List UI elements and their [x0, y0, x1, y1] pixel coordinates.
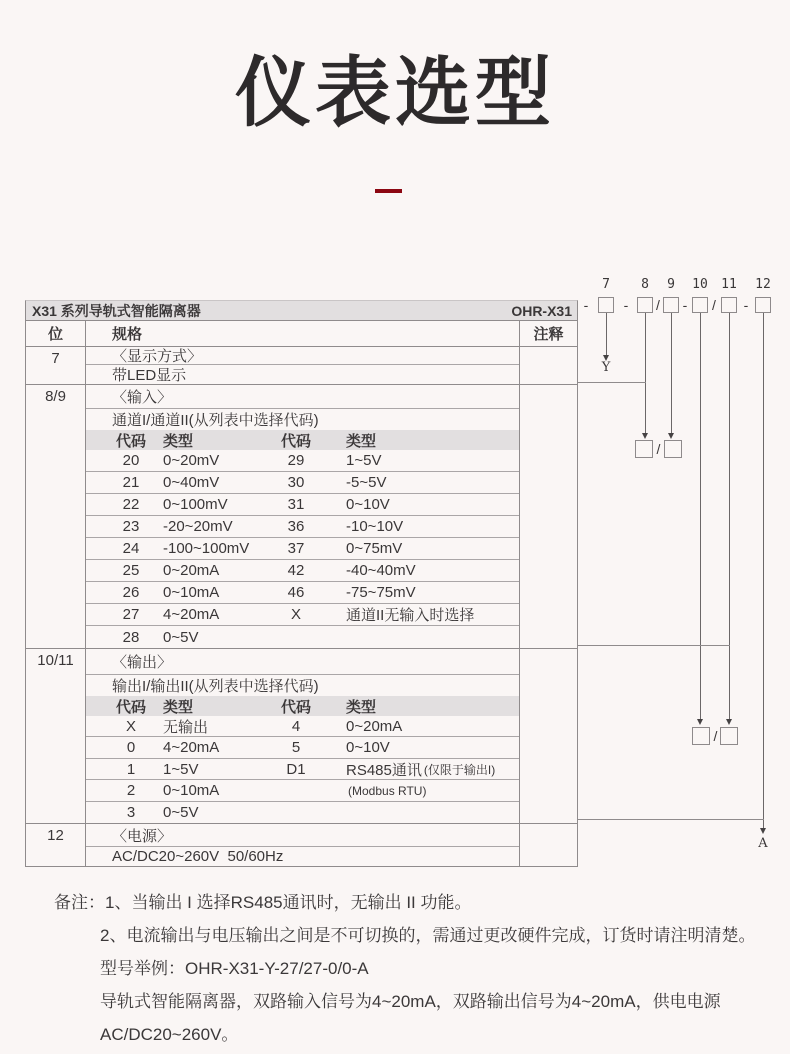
input-col-type2: 类型	[346, 432, 377, 450]
section-power-note	[520, 824, 577, 866]
type-note-small: (仅限于输出I)	[423, 762, 496, 777]
input-code-row	[86, 582, 519, 604]
input-subtitle: 通道I/通道II(从列表中选择代码)	[112, 412, 319, 429]
model-digit-box-10	[692, 297, 708, 313]
output-title: 〈输出〉	[86, 649, 519, 675]
code-cell: 3	[126, 804, 136, 821]
type-cell: 0~20mV	[163, 452, 220, 469]
display-code-y: Y	[601, 360, 611, 375]
type-cell: 0~10mA	[163, 584, 220, 601]
input-code-row	[86, 538, 519, 560]
input-code-row	[86, 472, 519, 494]
section-output-pos: 10/11	[26, 649, 86, 823]
leader-line-8	[645, 313, 646, 433]
section-output-spec	[86, 649, 520, 823]
digit-label-12: 12	[755, 277, 771, 292]
code-cell: 24	[122, 540, 140, 557]
type-cell: -10~10V	[346, 518, 404, 535]
output-col-type2: 类型	[346, 698, 377, 716]
section-output-note	[520, 649, 577, 823]
section-power	[26, 824, 577, 866]
model-separator: -	[682, 297, 688, 313]
code-cell: X	[290, 606, 301, 623]
code-cell: 0	[126, 739, 136, 756]
display-title: 〈显示方式〉	[86, 347, 519, 365]
code-cell: 1	[126, 760, 136, 778]
type-cell: 4~20mA	[163, 606, 220, 623]
column-header-pos: 位	[26, 321, 86, 346]
code-cell: 21	[122, 474, 140, 491]
type-cell: -75~75mV	[346, 584, 416, 601]
power-title: 〈电源〉	[86, 824, 519, 847]
input-code-row	[86, 626, 519, 648]
model-digit-box-7	[598, 297, 614, 313]
section-input-note	[520, 385, 577, 648]
digit-label-8: 8	[641, 277, 649, 292]
code-cell: 23	[122, 518, 140, 535]
title-accent-dash	[375, 189, 402, 193]
code-cell: 30	[287, 474, 305, 491]
arrow-down-9	[668, 433, 674, 439]
model-separator: -	[743, 297, 749, 313]
arrow-down-10	[697, 719, 703, 725]
section-power-pos: 12	[26, 824, 86, 866]
note-line-5: AC/DC20~260V。	[100, 1025, 239, 1044]
table-header-bar	[26, 301, 577, 321]
code-cell: 25	[122, 562, 140, 579]
connector-input-section	[578, 382, 646, 383]
model-separator: -	[623, 297, 629, 313]
digit-label-11: 11	[721, 277, 737, 292]
input-code-header	[86, 430, 519, 450]
type-cell: 0~20mA	[346, 717, 403, 735]
type-cell: -40~40mV	[346, 562, 416, 579]
model-separator: /	[656, 297, 660, 313]
input-col-code2: 代码	[280, 432, 311, 450]
code-cell: 26	[122, 584, 140, 601]
input-col-type1: 类型	[163, 432, 194, 450]
type-cell: 0~20mA	[163, 562, 220, 579]
type-cell: 无输出	[163, 718, 209, 736]
type-cell: 1~5V	[346, 452, 382, 469]
arrow-down-12	[760, 828, 766, 834]
note-line-3: 型号举例：OHR-X31-Y-27/27-0/0-A	[100, 959, 369, 978]
output-code-box-1	[692, 727, 710, 745]
code-cell: 31	[287, 496, 305, 513]
section-output	[26, 649, 577, 824]
model-prefix: OHR-X31	[511, 302, 572, 319]
model-digit-box-9	[663, 297, 679, 313]
type-cell: 0~5V	[163, 628, 199, 646]
model-digit-box-12	[755, 297, 771, 313]
leader-line-10	[700, 313, 701, 719]
output-code-row	[86, 716, 519, 737]
section-input	[26, 385, 577, 649]
code-cell: 22	[122, 496, 140, 513]
note-line-1	[54, 886, 766, 919]
code-cell: 20	[122, 452, 140, 469]
code-cell: 29	[287, 452, 305, 469]
type-cell: 通道II无输入时选择	[346, 607, 475, 624]
note-line-4: 导轨式智能隔离器，双路输入信号为4~20mA，双路输出信号为4~20mA，供电电源	[100, 992, 721, 1011]
page-title: 仪表选型	[235, 51, 555, 136]
output-code-row	[86, 759, 519, 780]
output-col-code1: 代码	[115, 698, 146, 716]
leader-line-11	[729, 313, 730, 719]
arrow-down-11	[726, 719, 732, 725]
digit-label-7: 7	[602, 277, 610, 292]
code-cell: 46	[287, 584, 305, 601]
digit-label-10: 10	[692, 277, 708, 292]
output-code-row	[86, 780, 519, 802]
output-code-row	[86, 737, 519, 759]
input-code-row	[86, 604, 519, 626]
model-separator: -	[583, 297, 589, 313]
output-code-box-2	[720, 727, 738, 745]
type-cell: -20~20mV	[163, 518, 233, 535]
model-separator: /	[712, 297, 716, 313]
model-digit-box-8	[637, 297, 653, 313]
column-header-spec: 规格	[86, 321, 520, 346]
model-digit-box-11	[721, 297, 737, 313]
input-title: 〈输入〉	[86, 385, 519, 409]
type-cell: -5~5V	[346, 474, 387, 491]
series-title: X31 系列导轨式智能隔离器	[32, 302, 201, 319]
type-cell: 0~10mA	[163, 782, 220, 799]
input-code-row	[86, 516, 519, 538]
leader-line-7	[606, 313, 607, 355]
type-cell: -100~100mV	[163, 540, 250, 557]
power-value: AC/DC20~260V 50/60Hz	[112, 848, 284, 865]
type-cell: 0~100mV	[163, 496, 228, 513]
input-col-code1: 代码	[115, 432, 146, 450]
code-cell: 36	[287, 518, 305, 535]
note-text: 1、当输出 I 选择RS485通讯时，无输出 II 功能。	[105, 893, 472, 912]
display-value: 带LED显示	[112, 367, 187, 384]
output-code-header	[86, 696, 519, 716]
power-code-a: A	[758, 836, 768, 851]
type-cell: RS485通讯	[346, 761, 422, 779]
notes-block	[54, 886, 766, 1051]
leader-line-9	[671, 313, 672, 433]
input-code-row	[86, 494, 519, 516]
note-line-2: 2、电流输出与电压输出之间是不可切换的，需通过更改硬件完成，订货时请注明清楚。	[100, 926, 756, 945]
code-cell: X	[125, 717, 136, 735]
type-cell: 4~20mA	[163, 739, 220, 756]
section-power-spec	[86, 824, 520, 866]
type-cell: 0~10V	[346, 496, 390, 513]
input-code-row	[86, 450, 519, 472]
type-cell: 0~40mV	[163, 474, 220, 491]
connector-power-section	[578, 819, 764, 820]
section-display-spec	[86, 347, 520, 384]
output-pair-slash: /	[713, 728, 718, 744]
code-cell: 5	[291, 739, 301, 756]
type-cell: 1~5V	[163, 760, 199, 778]
selection-table	[25, 300, 578, 867]
connector-output-section	[578, 645, 730, 646]
code-cell: 27	[122, 606, 140, 623]
type-cell: 0~10V	[346, 739, 390, 756]
section-display-note	[520, 347, 577, 384]
section-input-pos: 8/9	[26, 385, 86, 648]
code-cell: 37	[287, 540, 305, 557]
column-header-note: 注释	[533, 326, 564, 343]
leader-line-12	[763, 313, 764, 828]
output-subtitle: 输出I/输出II(从列表中选择代码)	[112, 678, 319, 695]
input-code-row	[86, 560, 519, 582]
section-display-pos: 7	[26, 347, 86, 384]
type-cell: 0~75mV	[346, 540, 403, 557]
column-header-row	[26, 321, 577, 347]
arrow-down-8	[642, 433, 648, 439]
section-display	[26, 347, 577, 385]
input-pair-slash: /	[656, 441, 661, 457]
code-cell: 4	[291, 717, 301, 735]
notes-label: 备注：	[54, 893, 105, 912]
code-cell: D1	[286, 760, 306, 778]
input-code-box-2	[664, 440, 682, 458]
type-cell: 0~5V	[163, 804, 199, 821]
section-input-spec	[86, 385, 520, 648]
digit-label-9: 9	[667, 277, 675, 292]
output-code-row	[86, 802, 519, 823]
type-note-small: (Modbus RTU)	[348, 783, 427, 798]
code-cell: 28	[122, 628, 140, 646]
code-cell: 42	[287, 562, 305, 579]
code-cell: 2	[126, 782, 136, 799]
input-code-box-1	[635, 440, 653, 458]
output-col-type1: 类型	[163, 698, 194, 716]
output-col-code2: 代码	[280, 698, 311, 716]
